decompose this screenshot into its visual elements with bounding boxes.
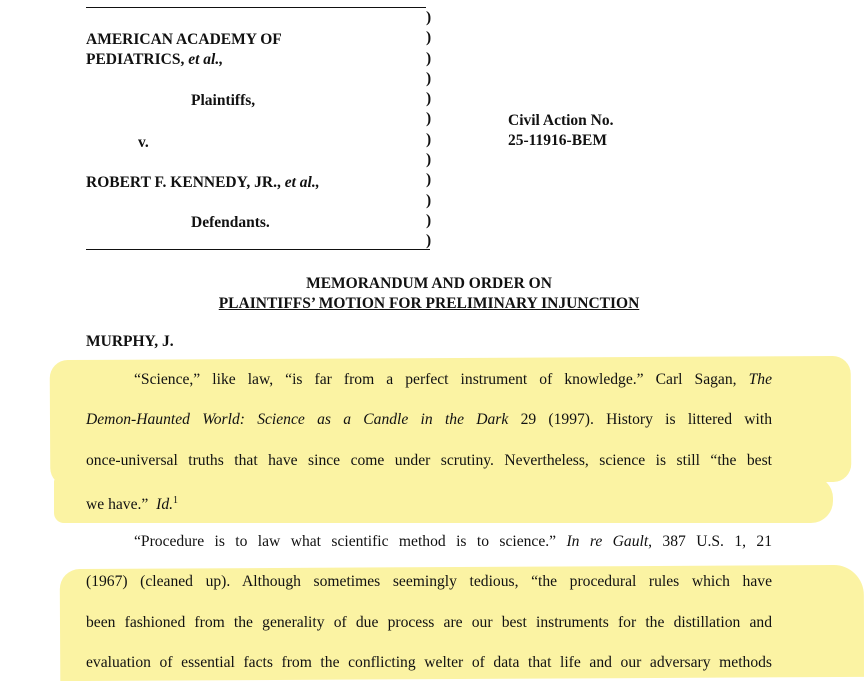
p2-case-cite — [566, 533, 772, 550]
p2-case-name: In re Gault — [566, 533, 649, 550]
defendant-et-al: et al., — [284, 174, 320, 191]
p1-l1-italic: The — [748, 371, 773, 388]
p1-l1-text: “Science,” like law, “is far from a perfect instrument of knowledge.” Carl Sagan, — [134, 371, 737, 388]
paragraph1-line2 — [86, 410, 772, 430]
paragraph1-line3: once-universal truths that have since come under scrutiny. Nevertheless, science is still “the best — [86, 452, 772, 469]
paragraph2-line1 — [134, 532, 772, 552]
plaintiff-line2 — [86, 50, 282, 70]
p1-id-cite: Id. — [156, 496, 174, 513]
defendants-label: Defendants. — [191, 214, 270, 231]
caption-top-rule — [86, 7, 426, 8]
plaintiffs-label: Plaintiffs, — [191, 92, 256, 109]
memo-title-line1: MEMORANDUM AND ORDER ON — [306, 275, 552, 292]
defendant-main: ROBERT F. KENNEDY, JR., — [86, 174, 281, 191]
plaintiff-et-al: et al., — [188, 51, 224, 68]
paragraph2-line4: evaluation of essential facts from the conflicting welter of data that life and our adversary methods — [86, 654, 772, 671]
plaintiff-line1: AMERICAN ACADEMY OF — [86, 31, 282, 48]
footnote-1-link[interactable]: 1 — [173, 495, 179, 506]
paragraph1-line1 — [134, 370, 772, 390]
civil-action-label: Civil Action No. — [508, 112, 614, 129]
paragraph2-line2: (1967) (cleaned up). Although sometimes seemingly tedious, “the procedural rules which have — [86, 573, 772, 590]
p1-book-title: Demon-Haunted World: Science as a Candle in the Dark — [86, 411, 509, 428]
plaintiff-line2-main: PEDIATRICS, — [86, 51, 185, 68]
civil-action — [508, 111, 614, 151]
paragraph1-line4 — [86, 491, 772, 515]
plaintiff-name — [86, 30, 282, 70]
versus-label: v. — [138, 134, 149, 151]
civil-action-number: 25-11916-BEM — [508, 132, 608, 149]
memo-title-line2: PLAINTIFFS’ MOTION FOR PRELIMINARY INJUNCTION — [218, 295, 640, 312]
p2-l1-text: “Procedure is to law what scientific method is to science.” — [134, 533, 557, 550]
judge-name: MURPHY, J. — [86, 333, 174, 350]
p1-l2-text: 29 (1997). History is littered with — [520, 411, 772, 428]
defendant-name — [86, 173, 320, 193]
p1-l4-text: we have.” — [86, 496, 149, 513]
p2-case-reporter: , 387 U.S. 1, 21 — [648, 533, 772, 550]
caption-paren-column: ) ) ) ) ) ) ) ) ) ) ) ) — [426, 9, 432, 250]
paragraph2-line3: been fashioned from the generality of due process are our best instruments for the distillation and — [86, 614, 772, 631]
caption-bottom-rule — [86, 249, 430, 250]
